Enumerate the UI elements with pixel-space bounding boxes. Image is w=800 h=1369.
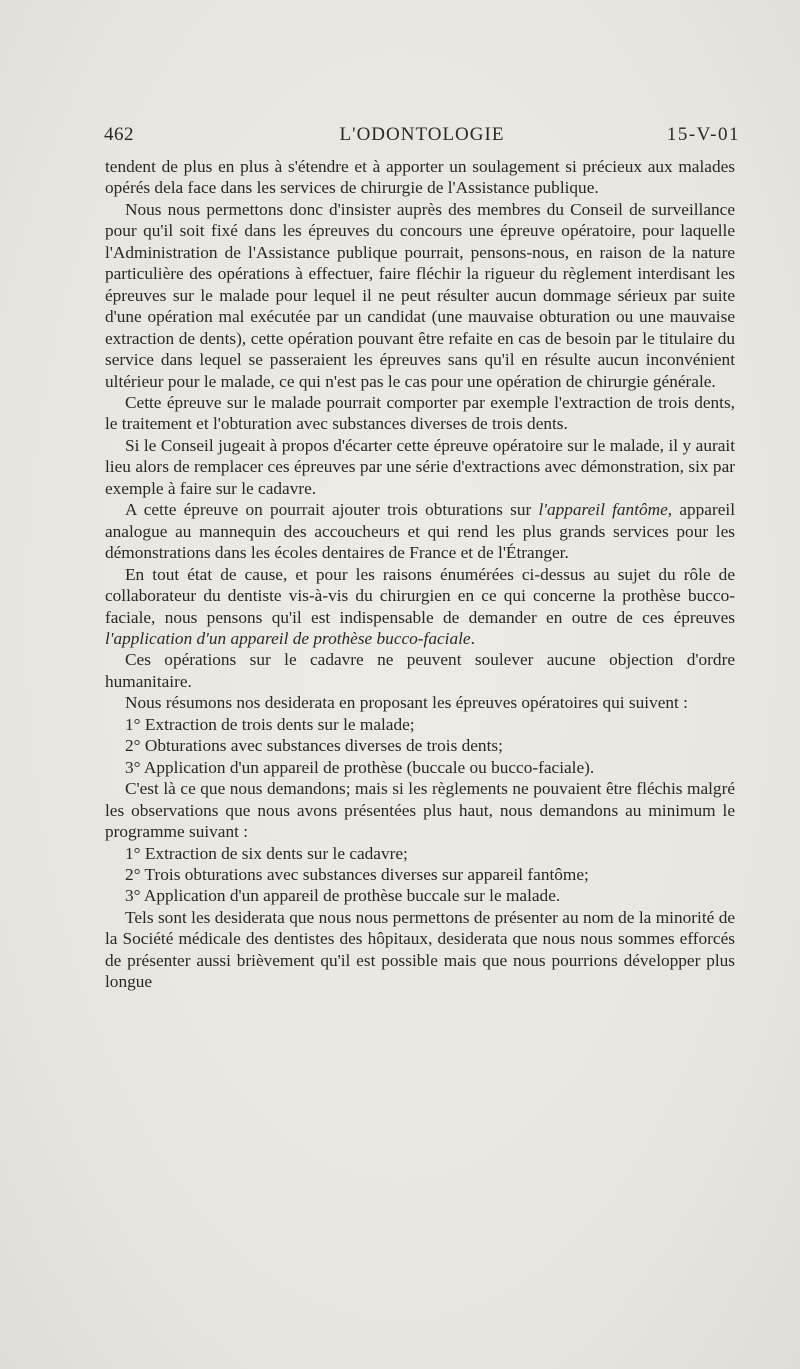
paragraph-minimum: C'est là ce que nous demandons; mais si les règlements ne pouvaient être fléchis malgré les observations que nous avons présentées plus haut, nous demandons au minimum le programme suivant :: [105, 779, 735, 842]
list-item: 1° Extraction de six dents sur le cadavre;: [125, 843, 408, 863]
paragraph-conclusion: Tels sont les desiderata que nous nous permettons de présenter au nom de la minorité de la Société médicale des dentistes des hôpitaux, desiderata que nous nous sommes efforcés de présenter aussi brièvement qu'il est possible mais que nous pourrions développer plus longue: [105, 907, 735, 992]
paragraph-prothese: En tout état de cause, et pour les raisons énumérées ci-dessus au sujet du rôle de collaborateur du dentiste vis-à-vis du chirurgien en ce qui concerne la prothèse bucco-faciale, nous pensons qu'il est indispensable de demander en outre de ces épreuves l'application d'un appareil de prothèse bucco-faciale.: [105, 564, 735, 648]
list-item: 2° Trois obturations avec substances diverses sur appareil fantôme;: [125, 864, 589, 884]
paragraph-humanitaire: Ces opérations sur le cadavre ne peuvent soulever aucune objection d'ordre humanitaire.: [105, 650, 735, 691]
list-item: 3° Application d'un appareil de prothèse buccale sur le malade.: [125, 886, 561, 906]
journal-title: L'ODONTOLOGIE: [339, 124, 505, 145]
italic-term: l'appareil fantôme: [538, 500, 668, 520]
paragraph-resume: Nous résumons nos desiderata en proposant les épreuves opératoires qui suivent :: [125, 693, 688, 713]
paragraph-epreuve-malade: Cette épreuve sur le malade pourrait comporter par exemple l'extraction de trois dents, le traitement et l'obturation avec substances diverses de trois dents.: [105, 392, 735, 434]
issue-date: 15-V-01: [666, 124, 740, 145]
paragraph-appareil-fantome: A cette épreuve on pourrait ajouter trois obturations sur l'appareil fantôme, appareil analogue au mannequin des accoucheurs et qui rend les plus grands services pour les démonstrations dans les écoles dentaires de France et de l'Étranger.: [105, 500, 735, 563]
page-number: 462: [104, 124, 134, 145]
paragraph-continuation: tendent de plus en plus à s'étendre et à apporter un soulagement si précieux aux malades opérés dela face dans les services de chirurgie de l'Assistance publique.: [105, 157, 735, 198]
running-header: [104, 124, 740, 150]
italic-term: l'application d'un appareil de prothèse bucco-faciale: [105, 628, 471, 648]
paragraph-cadavre: Si le Conseil jugeait à propos d'écarter cette épreuve opératoire sur le malade, il y aurait lieu alors de remplacer ces épreuves par une série d'extractions avec démonstration, six par exemple à faire sur le cadavre.: [105, 435, 735, 498]
paragraph-conseil: Nous nous permettons donc d'insister auprès des membres du Conseil de surveillance pour qu'il soit fixé dans les épreuves du concours une épreuve opératoire, pour laquelle l'Administration de l'Assistance publique pourrait, pensons-nous, en raison de la nature particulière des opérations à effectuer, faire fléchir la rigueur du règlement interdisant les épreuves sur le malade pour lequel il ne peut résulter aucun dommage sérieux par suite d'une opération mal exécutée par un candidat (une mauvaise obturation ou une mauvaise extraction de dents), cette opération pouvant être refaite en cas de besoin par le titulaire du service dans lequel se passeraient les épreuves sans qu'il en résulte aucun inconvénient ultérieur pour le malade, ce qui n'est pas le cas pour une opération de chirurgie générale.: [105, 199, 735, 391]
list-item: 3° Application d'un appareil de prothèse (buccale ou bucco-faciale).: [125, 757, 595, 777]
list-item: 1° Extraction de trois dents sur le malade;: [125, 714, 415, 734]
body-text: [105, 156, 735, 993]
list-item: 2° Obturations avec substances diverses de trois dents;: [125, 736, 503, 756]
